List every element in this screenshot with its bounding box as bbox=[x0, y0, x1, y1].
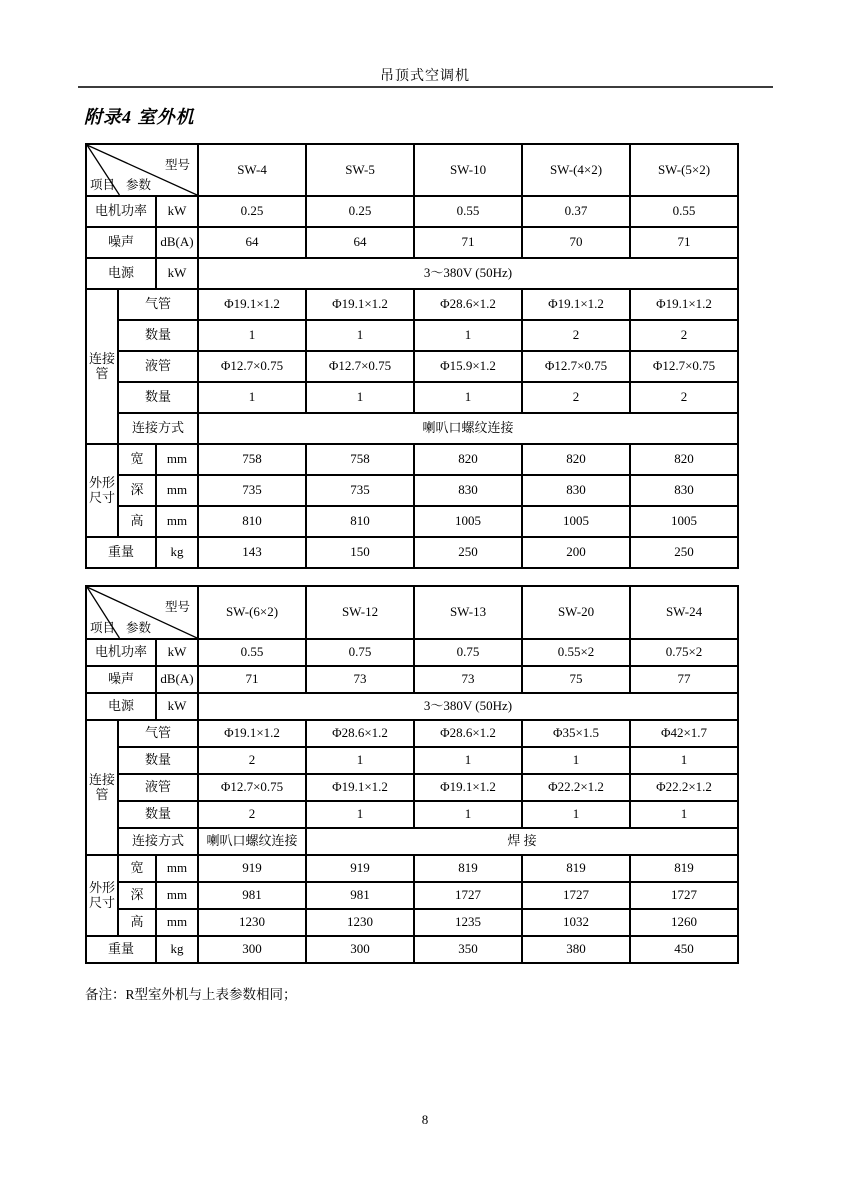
row-label-cell: 重量 bbox=[86, 936, 156, 963]
value-cell: 1 bbox=[630, 747, 738, 774]
value-cell: 250 bbox=[414, 537, 522, 568]
diag-label-item: 项目 bbox=[90, 620, 116, 635]
row-label-cell: 宽 bbox=[118, 444, 156, 475]
row-label-cell: 连接方式 bbox=[118, 828, 198, 855]
value-cell: Φ28.6×1.2 bbox=[414, 289, 522, 320]
value-cell: 810 bbox=[198, 506, 306, 537]
value-cell: 73 bbox=[306, 666, 414, 693]
unit-cell: kW bbox=[156, 196, 198, 227]
model-header-cell: SW-(5×2) bbox=[630, 144, 738, 196]
value-cell: Φ19.1×1.2 bbox=[630, 289, 738, 320]
value-cell: 1005 bbox=[414, 506, 522, 537]
row-label-cell: 高 bbox=[118, 909, 156, 936]
row-label-cell: 深 bbox=[118, 475, 156, 506]
page-number: 8 bbox=[421, 1112, 429, 1127]
value-cell: Φ19.1×1.2 bbox=[198, 289, 306, 320]
row-label-cell: 电源 bbox=[86, 258, 156, 289]
section-label-cell: 连接管 bbox=[86, 289, 118, 444]
row-label-cell: 高 bbox=[118, 506, 156, 537]
diag-label-param: 参数 bbox=[126, 177, 152, 192]
value-cell: 450 bbox=[630, 936, 738, 963]
value-cell: 75 bbox=[522, 666, 630, 693]
unit-cell: mm bbox=[156, 909, 198, 936]
row-label-cell: 数量 bbox=[118, 801, 198, 828]
row-label-cell: 数量 bbox=[118, 320, 198, 351]
model-header-cell: SW-(6×2) bbox=[198, 586, 306, 639]
value-cell: Φ42×1.7 bbox=[630, 720, 738, 747]
value-cell: 380 bbox=[522, 936, 630, 963]
value-cell: 1 bbox=[306, 801, 414, 828]
model-header-cell: SW-24 bbox=[630, 586, 738, 639]
value-cell: 250 bbox=[630, 537, 738, 568]
value-cell-span: 3～380V (50Hz) bbox=[198, 258, 738, 289]
value-cell: 77 bbox=[630, 666, 738, 693]
value-cell: 71 bbox=[414, 227, 522, 258]
value-cell: Φ35×1.5 bbox=[522, 720, 630, 747]
unit-cell: dB(A) bbox=[156, 666, 198, 693]
diag-label-model: 型号 bbox=[165, 158, 191, 172]
value-cell: 0.55 bbox=[414, 196, 522, 227]
value-cell: 1727 bbox=[414, 882, 522, 909]
model-header-cell: SW-12 bbox=[306, 586, 414, 639]
value-cell: 300 bbox=[306, 936, 414, 963]
row-label-cell: 液管 bbox=[118, 351, 198, 382]
value-cell: 0.25 bbox=[198, 196, 306, 227]
value-cell: 350 bbox=[414, 936, 522, 963]
row-label-cell: 数量 bbox=[118, 747, 198, 774]
unit-cell: mm bbox=[156, 506, 198, 537]
value-cell: 1230 bbox=[306, 909, 414, 936]
value-cell: 1 bbox=[414, 382, 522, 413]
value-cell: 819 bbox=[630, 855, 738, 882]
unit-cell: kW bbox=[156, 639, 198, 666]
value-cell: 1 bbox=[306, 320, 414, 351]
unit-cell: mm bbox=[156, 882, 198, 909]
value-cell: 1727 bbox=[522, 882, 630, 909]
value-cell: 2 bbox=[630, 320, 738, 351]
value-cell: Φ28.6×1.2 bbox=[306, 720, 414, 747]
row-label-cell: 宽 bbox=[118, 855, 156, 882]
value-cell: 1 bbox=[414, 801, 522, 828]
row-label-cell: 电机功率 bbox=[86, 196, 156, 227]
value-cell: 919 bbox=[198, 855, 306, 882]
value-cell: 1727 bbox=[630, 882, 738, 909]
value-cell: 0.25 bbox=[306, 196, 414, 227]
diag-label-model: 型号 bbox=[165, 600, 191, 614]
unit-cell: kW bbox=[156, 693, 198, 720]
value-cell: 2 bbox=[630, 382, 738, 413]
unit-cell: mm bbox=[156, 475, 198, 506]
value-cell: 735 bbox=[306, 475, 414, 506]
row-label-cell: 气管 bbox=[118, 720, 198, 747]
unit-cell: mm bbox=[156, 444, 198, 475]
value-cell: Φ12.7×0.75 bbox=[522, 351, 630, 382]
value-cell: 0.75×2 bbox=[630, 639, 738, 666]
value-cell-span: 焊 接 bbox=[306, 828, 738, 855]
value-cell: 1005 bbox=[630, 506, 738, 537]
value-cell: 1 bbox=[630, 801, 738, 828]
row-label-cell: 气管 bbox=[118, 289, 198, 320]
value-cell-span: 喇叭口螺纹连接 bbox=[198, 413, 738, 444]
row-label-cell: 液管 bbox=[118, 774, 198, 801]
value-cell: 1 bbox=[306, 747, 414, 774]
row-label-cell: 噪声 bbox=[86, 666, 156, 693]
diagonal-header-cell bbox=[86, 586, 198, 639]
value-cell: Φ19.1×1.2 bbox=[414, 774, 522, 801]
value-cell: 1 bbox=[198, 382, 306, 413]
value-cell: 830 bbox=[630, 475, 738, 506]
unit-cell: mm bbox=[156, 855, 198, 882]
value-cell: Φ22.2×1.2 bbox=[630, 774, 738, 801]
value-cell: 0.55×2 bbox=[522, 639, 630, 666]
value-cell: 喇叭口螺纹连接 bbox=[198, 828, 306, 855]
section-label-cell: 外形尺寸 bbox=[86, 855, 118, 936]
row-label-cell: 电源 bbox=[86, 693, 156, 720]
value-cell: 143 bbox=[198, 537, 306, 568]
diag-label-param: 参数 bbox=[126, 620, 152, 635]
value-cell: 820 bbox=[414, 444, 522, 475]
model-header-cell: SW-4 bbox=[198, 144, 306, 196]
model-header-cell: SW-20 bbox=[522, 586, 630, 639]
running-header: 吊顶式空调机 bbox=[380, 69, 470, 84]
value-cell: 1005 bbox=[522, 506, 630, 537]
value-cell-span: 3～380V (50Hz) bbox=[198, 693, 738, 720]
spec-table-2 bbox=[85, 585, 739, 964]
row-label-cell: 电机功率 bbox=[86, 639, 156, 666]
value-cell: 735 bbox=[198, 475, 306, 506]
row-label-cell: 重量 bbox=[86, 537, 156, 568]
value-cell: 0.75 bbox=[306, 639, 414, 666]
value-cell: 200 bbox=[522, 537, 630, 568]
value-cell: 64 bbox=[198, 227, 306, 258]
value-cell: 73 bbox=[414, 666, 522, 693]
diag-label-item: 项目 bbox=[90, 177, 116, 192]
row-label-cell: 连接方式 bbox=[118, 413, 198, 444]
value-cell: 758 bbox=[306, 444, 414, 475]
value-cell: Φ19.1×1.2 bbox=[522, 289, 630, 320]
unit-cell: dB(A) bbox=[156, 227, 198, 258]
value-cell: 71 bbox=[198, 666, 306, 693]
value-cell: 300 bbox=[198, 936, 306, 963]
value-cell: 1032 bbox=[522, 909, 630, 936]
value-cell: 2 bbox=[522, 382, 630, 413]
value-cell: Φ12.7×0.75 bbox=[198, 774, 306, 801]
value-cell: 820 bbox=[630, 444, 738, 475]
value-cell: Φ22.2×1.2 bbox=[522, 774, 630, 801]
value-cell: Φ19.1×1.2 bbox=[198, 720, 306, 747]
value-cell: 919 bbox=[306, 855, 414, 882]
value-cell: 1230 bbox=[198, 909, 306, 936]
value-cell: Φ12.7×0.75 bbox=[198, 351, 306, 382]
section-label-cell: 连接管 bbox=[86, 720, 118, 855]
unit-cell: kg bbox=[156, 936, 198, 963]
unit-cell: kg bbox=[156, 537, 198, 568]
model-header-cell: SW-10 bbox=[414, 144, 522, 196]
model-header-cell: SW-5 bbox=[306, 144, 414, 196]
value-cell: 0.55 bbox=[630, 196, 738, 227]
value-cell: 0.75 bbox=[414, 639, 522, 666]
value-cell: 1235 bbox=[414, 909, 522, 936]
value-cell: 1 bbox=[522, 801, 630, 828]
value-cell: Φ19.1×1.2 bbox=[306, 289, 414, 320]
value-cell: 820 bbox=[522, 444, 630, 475]
value-cell: 1 bbox=[414, 747, 522, 774]
value-cell: 71 bbox=[630, 227, 738, 258]
row-label-cell: 数量 bbox=[118, 382, 198, 413]
value-cell: 830 bbox=[522, 475, 630, 506]
value-cell: 1260 bbox=[630, 909, 738, 936]
value-cell: Φ12.7×0.75 bbox=[630, 351, 738, 382]
unit-cell: kW bbox=[156, 258, 198, 289]
value-cell: 1 bbox=[306, 382, 414, 413]
spec-table-1 bbox=[85, 143, 739, 569]
footnote: 备注：R型室外机与上表参数相同； bbox=[85, 987, 297, 1002]
value-cell: 1 bbox=[414, 320, 522, 351]
section-title: 附录4 室外机 bbox=[84, 107, 195, 127]
row-label-cell: 噪声 bbox=[86, 227, 156, 258]
model-header-cell: SW-(4×2) bbox=[522, 144, 630, 196]
value-cell: 981 bbox=[198, 882, 306, 909]
diagonal-header-cell bbox=[86, 144, 198, 196]
model-header-cell: SW-13 bbox=[414, 586, 522, 639]
value-cell: Φ28.6×1.2 bbox=[414, 720, 522, 747]
value-cell: 758 bbox=[198, 444, 306, 475]
value-cell: 2 bbox=[198, 801, 306, 828]
value-cell: 819 bbox=[414, 855, 522, 882]
value-cell: 810 bbox=[306, 506, 414, 537]
value-cell: 64 bbox=[306, 227, 414, 258]
section-label-cell: 外形尺寸 bbox=[86, 444, 118, 537]
value-cell: 2 bbox=[198, 747, 306, 774]
value-cell: 150 bbox=[306, 537, 414, 568]
row-label-cell: 深 bbox=[118, 882, 156, 909]
value-cell: 0.37 bbox=[522, 196, 630, 227]
value-cell: 981 bbox=[306, 882, 414, 909]
value-cell: 70 bbox=[522, 227, 630, 258]
value-cell: 819 bbox=[522, 855, 630, 882]
value-cell: 2 bbox=[522, 320, 630, 351]
value-cell: Φ19.1×1.2 bbox=[306, 774, 414, 801]
value-cell: Φ15.9×1.2 bbox=[414, 351, 522, 382]
value-cell: 1 bbox=[522, 747, 630, 774]
value-cell: 830 bbox=[414, 475, 522, 506]
value-cell: 1 bbox=[198, 320, 306, 351]
header-divider bbox=[78, 86, 773, 88]
value-cell: 0.55 bbox=[198, 639, 306, 666]
value-cell: Φ12.7×0.75 bbox=[306, 351, 414, 382]
